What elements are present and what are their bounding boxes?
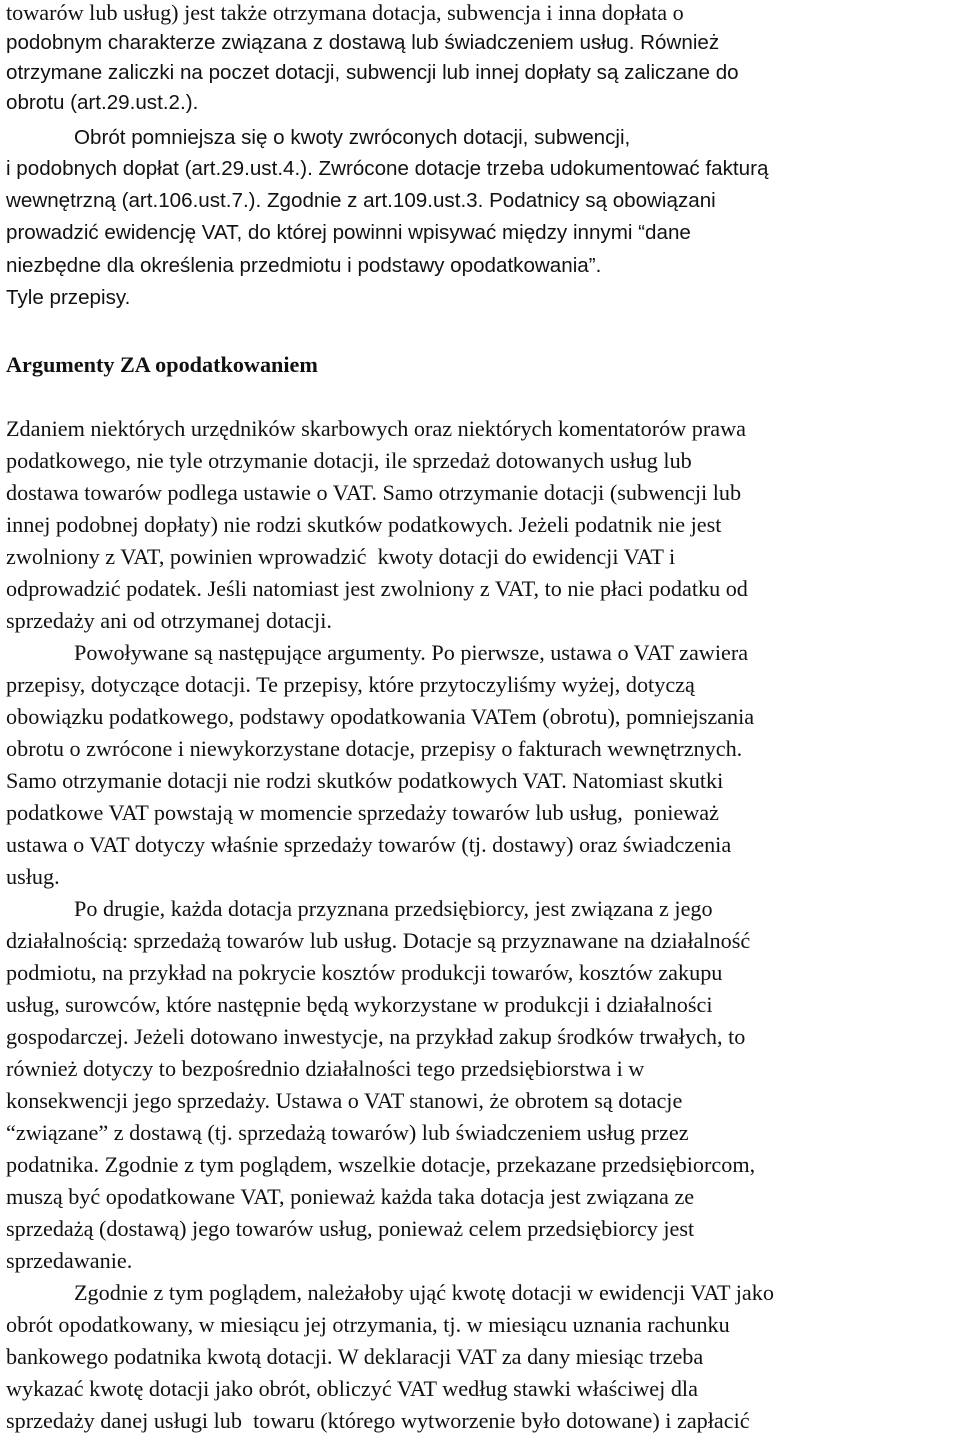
text-line: bankowego podatnika kwotą dotacji. W deklaracji VAT za dany miesiąc trzeba bbox=[6, 1344, 704, 1369]
text-line: również dotyczy to bezpośrednio działalności tego przedsiębiorstwa i w bbox=[6, 1056, 645, 1081]
text-line: sprzedaży ani od otrzymanej dotacji. bbox=[6, 608, 332, 633]
text-line: Zgodnie z tym poglądem, należałoby ująć kwotę dotacji w ewidencji VAT jako bbox=[74, 1280, 774, 1305]
text-line: usług. bbox=[6, 864, 60, 889]
text-line: konsekwencji jego sprzedaży. Ustawa o VAT stanowi, że obrotem są dotacje bbox=[6, 1088, 683, 1113]
text-line: zwolniony z VAT, powinien wprowadzić kwoty dotacji do ewidencji VAT i bbox=[6, 544, 676, 569]
text-span: Podatnicy są obowiązani bbox=[489, 189, 716, 212]
text-line: Obrót pomniejsza się o kwoty zwróconych dotacji, subwencji, bbox=[74, 126, 631, 149]
text-line: muszą być opodatkowane VAT, ponieważ każda taka dotacja jest związana ze bbox=[6, 1184, 695, 1209]
text-line: obrotu (art.29.ust.2.). bbox=[6, 91, 199, 114]
text-line: wykazać kwotę dotacji jako obrót, obliczyć VAT według stawki właściwej dla bbox=[6, 1376, 698, 1401]
text-line bbox=[6, 154, 768, 184]
text-line: Powoływane są następujące argumenty. Po pierwsze, ustawa o VAT zawiera bbox=[74, 640, 749, 665]
text-line: obrotu o zwrócone i niewykorzystane dotacje, przepisy o fakturach wewnętrznych. bbox=[6, 736, 743, 761]
text-line: sprzedażą (dostawą) jego towarów usług, ponieważ celem przedsiębiorcy jest bbox=[6, 1216, 695, 1241]
text-line: obrót opodatkowany, w miesiącu jej otrzymania, tj. w miesiącu uznania rachunku bbox=[6, 1312, 730, 1337]
text-line: towarów lub usług) jest także otrzymana dotacja, subwencja i inna dopłata o bbox=[6, 0, 684, 25]
text-line: Samo otrzymanie dotacji nie rodzi skutków podatkowych VAT. Natomiast skutki bbox=[6, 768, 724, 793]
text-line: Zdaniem niektórych urzędników skarbowych oraz niektórych komentatorów prawa bbox=[6, 416, 746, 441]
text-line: dostawa towarów podlega ustawie o VAT. Samo otrzymanie dotacji (subwencji lub bbox=[6, 480, 742, 505]
text-line: niezbędne dla określenia przedmiotu i podstawy opodatkowania”. bbox=[6, 254, 602, 277]
text-line: odprowadzić podatek. Jeśli natomiast jest zwolniony z VAT, to nie płaci podatku od bbox=[6, 576, 748, 601]
text-line: gospodarczej. Jeżeli dotowano inwestycje, na przykład zakup środków trwałych, to bbox=[6, 1024, 746, 1049]
text-line: przepisy, dotyczące dotacji. Te przepisy, które przytoczyliśmy wyżej, dotyczą bbox=[6, 672, 695, 697]
text-line: podmiotu, na przykład na pokrycie kosztów produkcji towarów, kosztów zakupu bbox=[6, 960, 723, 985]
text-line: ustawa o VAT dotyczy właśnie sprzedaży towarów (tj. dostawy) oraz świadczenia bbox=[6, 832, 732, 857]
text-span: i podobnych dopłat (art.29.ust.4.). bbox=[6, 157, 319, 180]
text-line: Tyle przepisy. bbox=[6, 286, 131, 309]
text-line: podatkowe VAT powstają w momencie sprzedaży towarów lub usług, ponieważ bbox=[6, 800, 719, 825]
text-line: prowadzić ewidencję VAT, do której powinni wpisywać między innymi “dane bbox=[6, 221, 691, 244]
text-line: sprzedaży danej usługi lub towaru (którego wytworzenie było dotowane) i zapłacić bbox=[6, 1408, 750, 1433]
text-span: Zwrócone dotacje trzeba udokumentować fakturą bbox=[318, 157, 769, 180]
text-line: obowiązku podatkowego, podstawy opodatkowania VATem (obrotu), pomniejszania bbox=[6, 704, 755, 729]
text-line: podatkowego, nie tyle otrzymanie dotacji, ile sprzedaż dotowanych usług lub bbox=[6, 448, 692, 473]
text-line: usług, surowców, które następnie będą wykorzystane w produkcji i działalności bbox=[6, 992, 713, 1017]
text-line: podatnika. Zgodnie z tym poglądem, wszelkie dotacje, przekazane przedsiębiorcom, bbox=[6, 1152, 756, 1177]
text-span: wewnętrzną (art.106.ust.7.). Zgodnie z art.109.ust.3. bbox=[6, 189, 490, 212]
text-line: innej podobnej dopłaty) nie rodzi skutków podatkowych. Jeżeli podatnik nie jest bbox=[6, 512, 722, 537]
text-line: “związane” z dostawą (tj. sprzedażą towarów) lub świadczeniem usług przez bbox=[6, 1120, 689, 1145]
text-line: Po drugie, każda dotacja przyznana przedsiębiorcy, jest związana z jego bbox=[74, 896, 713, 921]
text-line: działalnością: sprzedażą towarów lub usług. Dotacje są przyznawane na działalność bbox=[6, 928, 751, 953]
section-heading: Argumenty ZA opodatkowaniem bbox=[6, 352, 318, 377]
text-line: sprzedawanie. bbox=[6, 1248, 133, 1273]
text-line: otrzymane zaliczki na poczet dotacji, subwencji lub innej dopłaty są zaliczane do bbox=[6, 61, 739, 84]
text-line: podobnym charakterze związana z dostawą lub świadczeniem usług. Również bbox=[6, 31, 720, 54]
text-line bbox=[6, 186, 716, 216]
